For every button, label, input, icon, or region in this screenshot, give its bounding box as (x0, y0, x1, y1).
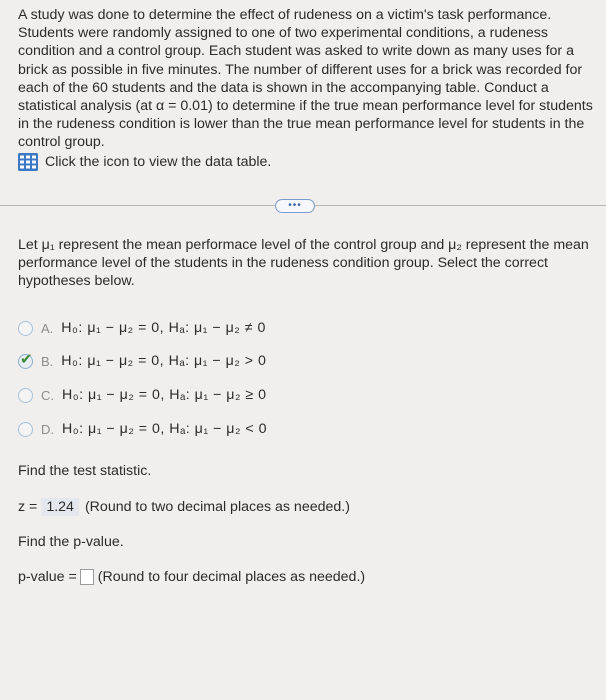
radio-option-a[interactable] (18, 321, 33, 336)
option-d[interactable] (18, 419, 267, 439)
radio-option-d[interactable] (18, 422, 33, 437)
option-b-letter: B. (41, 353, 54, 369)
expand-more-button[interactable]: ••• (275, 199, 315, 213)
option-c[interactable] (18, 385, 267, 405)
option-b[interactable] (18, 351, 266, 371)
test-statistic-heading: Find the test statistic. (18, 463, 152, 479)
option-d-text: H₀: μ₁ − μ₂ = 0, Hₐ: μ₁ − μ₂ < 0 (62, 421, 268, 437)
data-table-link-label[interactable]: Click the icon to view the data table. (45, 154, 272, 170)
p-value-label: p-value = (18, 569, 77, 585)
test-statistic-label: z = (18, 499, 38, 515)
option-c-letter: C. (41, 387, 54, 403)
question-prompt: Let μ₁ represent the mean performace level of the control group and μ₂ represent the mean performance level of the students in the rudeness condition group. Select the correct hypotheses below. (18, 237, 589, 290)
option-c-text: H₀: μ₁ − μ₂ = 0, Hₐ: μ₁ − μ₂ ≥ 0 (62, 387, 267, 403)
test-statistic-answer[interactable]: 1.24 (41, 498, 79, 516)
test-statistic-row (18, 497, 350, 517)
p-value-heading: Find the p-value. (18, 534, 124, 550)
checkmark-icon: ✔ (20, 350, 33, 368)
radio-option-c[interactable] (18, 388, 33, 403)
option-a-letter: A. (41, 320, 54, 336)
p-value-hint: (Round to four decimal places as needed.) (97, 569, 366, 585)
radio-option-b[interactable] (18, 350, 33, 369)
data-table-link[interactable] (18, 152, 271, 172)
data-table-icon[interactable] (18, 153, 38, 171)
option-a-text: H₀: μ₁ − μ₂ = 0, Hₐ: μ₁ − μ₂ ≠ 0 (61, 320, 266, 336)
problem-statement: A study was done to determine the effect of rudeness on a victim's task performance. Students were randomly assigned to one of two experimental conditions, a rudeness condition and a control group. Each student was asked to write down as many uses for a brick as possible in five minutes. The number of different uses for a brick was recorded for each of the 60 students and the data is shown in the accompanying table. Conduct a statistical analysis (at α = 0.01) to determine if the true mean performance level for students in the rudeness condition is lower than the true mean performance level for students in the control group. (18, 7, 593, 151)
option-b-text: H₀: μ₁ − μ₂ = 0, Hₐ: μ₁ − μ₂ > 0 (61, 353, 267, 369)
option-d-letter: D. (41, 421, 54, 437)
test-statistic-hint: (Round to two decimal places as needed.) (84, 499, 350, 515)
p-value-input[interactable] (80, 569, 94, 585)
option-a[interactable] (18, 318, 266, 338)
p-value-row (18, 567, 365, 587)
